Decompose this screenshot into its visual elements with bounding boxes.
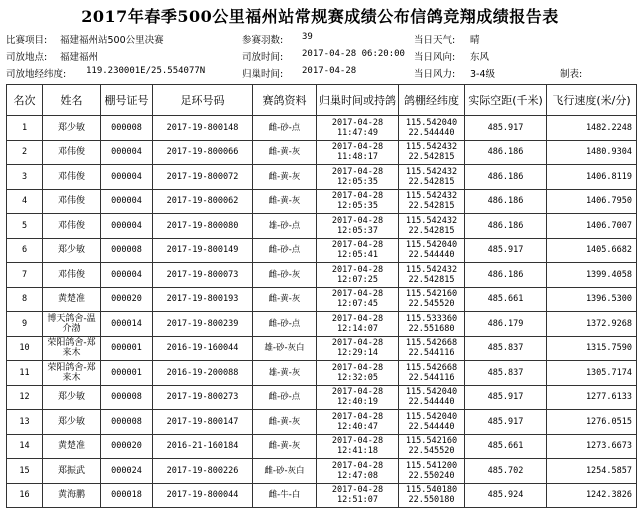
name-cell: 邓伟俊 (43, 263, 101, 288)
time-cell-time: 11:48:17 (337, 152, 378, 163)
col-speed: 飞行速度(米/分) (547, 85, 637, 116)
shed-cell: 000004 (101, 189, 153, 214)
weather-label: 当日天气: (414, 35, 456, 46)
rank-cell: 10 (7, 336, 43, 361)
time-cell-date: 2017-04-28 (331, 362, 384, 373)
shed-cell: 000018 (101, 483, 153, 508)
coord-cell (399, 410, 465, 435)
table-row (7, 287, 637, 312)
name-cell: 邓伟俊 (43, 140, 101, 165)
time-cell-time: 12:05:35 (337, 176, 378, 187)
dist-cell: 485.917 (465, 385, 547, 410)
dist-cell: 485.702 (465, 459, 547, 484)
speed-cell: 1480.9304 (547, 140, 637, 165)
release-place-value: 福建福州 (60, 52, 99, 63)
ring-cell: 2017-19-800072 (153, 165, 253, 190)
time-cell-time: 12:32:05 (337, 372, 378, 383)
return-time-label: 归巢时间: (242, 69, 284, 80)
dist-cell: 486.186 (465, 214, 547, 239)
wind-force-label: 当日风力: (414, 69, 456, 80)
coord-cell-lng: 115.542432 (405, 191, 458, 202)
table-row (7, 434, 637, 459)
ring-cell: 2017-19-800226 (153, 459, 253, 484)
ring-cell: 2017-19-800193 (153, 287, 253, 312)
coord-cell-lat: 22.542815 (408, 201, 455, 212)
speed-cell: 1277.6133 (547, 385, 637, 410)
table-row (7, 483, 637, 508)
time-cell (317, 140, 399, 165)
time-cell-date: 2017-04-28 (331, 142, 384, 153)
table-row (7, 312, 637, 337)
info-cell: 雌-黄-灰 (253, 410, 317, 435)
rank-cell: 2 (7, 140, 43, 165)
dist-cell: 486.179 (465, 312, 547, 337)
entries-value: 39 (302, 32, 313, 42)
coord-cell-lng: 115.540180 (405, 485, 458, 496)
time-cell-time: 12:51:07 (337, 495, 378, 506)
time-cell-date: 2017-04-28 (331, 264, 384, 275)
time-cell (317, 434, 399, 459)
coord-cell-lat: 22.544440 (408, 250, 455, 261)
time-cell-date: 2017-04-28 (331, 485, 384, 496)
time-cell (317, 238, 399, 263)
rank-cell: 8 (7, 287, 43, 312)
time-cell-time: 12:07:25 (337, 274, 378, 285)
name-cell: 邓伟俊 (43, 165, 101, 190)
info-cell: 雄-砂-点 (253, 214, 317, 239)
coord-cell (399, 238, 465, 263)
shed-cell: 000024 (101, 459, 153, 484)
time-cell-date: 2017-04-28 (331, 166, 384, 177)
shed-cell: 000008 (101, 116, 153, 141)
wind-dir-label: 当日风向: (414, 52, 456, 63)
time-cell (317, 189, 399, 214)
table-row (7, 165, 637, 190)
rank-cell: 3 (7, 165, 43, 190)
coord-cell (399, 361, 465, 386)
coord-cell-lng: 115.533360 (405, 313, 458, 324)
info-cell: 雌-黄-灰 (253, 287, 317, 312)
time-cell-time: 12:41:18 (337, 446, 378, 457)
info-cell: 雌-黄-灰 (253, 165, 317, 190)
ring-cell: 2017-19-800273 (153, 385, 253, 410)
rank-cell: 14 (7, 434, 43, 459)
time-cell-date: 2017-04-28 (331, 338, 384, 349)
rank-cell: 6 (7, 238, 43, 263)
rank-cell: 1 (7, 116, 43, 141)
coord-cell-lng: 115.541200 (405, 460, 458, 471)
table-row (7, 238, 637, 263)
col-shed: 棚号证号 (101, 85, 153, 116)
time-cell (317, 312, 399, 337)
info-cell: 雌-黄-灰 (253, 189, 317, 214)
header-row (7, 85, 637, 116)
ring-cell: 2017-19-800080 (153, 214, 253, 239)
coord-cell-lat: 22.544440 (408, 127, 455, 138)
dist-cell: 485.661 (465, 287, 547, 312)
speed-cell: 1273.6673 (547, 434, 637, 459)
coord-cell (399, 483, 465, 508)
col-info: 赛鸽资料 (253, 85, 317, 116)
results-table (6, 84, 637, 508)
info-cell: 雌-牛-白 (253, 483, 317, 508)
time-cell-time: 12:07:45 (337, 299, 378, 310)
dist-cell: 485.917 (465, 238, 547, 263)
coord-cell-lng: 115.542040 (405, 387, 458, 398)
speed-cell: 1406.7007 (547, 214, 637, 239)
time-cell-date: 2017-04-28 (331, 117, 384, 128)
table-row (7, 459, 637, 484)
speed-cell: 1276.0515 (547, 410, 637, 435)
name-cell: 黄楚准 (43, 434, 101, 459)
shed-cell: 000004 (101, 214, 153, 239)
table-row (7, 410, 637, 435)
time-cell-time: 12:05:41 (337, 250, 378, 261)
coord-cell-lat: 22.550240 (408, 470, 455, 481)
coord-cell (399, 336, 465, 361)
coord-cell-lat: 22.550180 (408, 495, 455, 506)
coord-cell-lng: 115.542432 (405, 142, 458, 153)
coord-cell (399, 189, 465, 214)
speed-cell: 1406.7950 (547, 189, 637, 214)
ring-cell: 2017-19-800073 (153, 263, 253, 288)
col-dist: 实际空距(千米) (465, 85, 547, 116)
release-time-label: 司放时间: (242, 52, 284, 63)
name-cell: 黄海鹏 (43, 483, 101, 508)
info-cell: 雌-黄-灰 (253, 140, 317, 165)
shed-cell: 000008 (101, 410, 153, 435)
info-cell: 雌-砂-灰 (253, 263, 317, 288)
ring-cell: 2017-19-800147 (153, 410, 253, 435)
coord-cell-lng: 115.542160 (405, 436, 458, 447)
ring-cell: 2017-19-800239 (153, 312, 253, 337)
coord-cell (399, 434, 465, 459)
coord-cell (399, 140, 465, 165)
dist-cell: 485.924 (465, 483, 547, 508)
coord-cell-lat: 22.544116 (408, 372, 455, 383)
rank-cell: 13 (7, 410, 43, 435)
speed-cell: 1305.7174 (547, 361, 637, 386)
col-time: 归巢时间或持鸽 (317, 85, 399, 116)
time-cell-date: 2017-04-28 (331, 191, 384, 202)
time-cell-time: 12:14:07 (337, 323, 378, 334)
coord-cell-lng: 115.542432 (405, 166, 458, 177)
time-cell-date: 2017-04-28 (331, 436, 384, 447)
speed-cell: 1405.6682 (547, 238, 637, 263)
wind-force-value: 3-4级 (470, 69, 496, 80)
rank-cell: 7 (7, 263, 43, 288)
info-cell: 雌-砂-灰白 (253, 459, 317, 484)
dist-cell: 486.186 (465, 263, 547, 288)
info-cell: 雌-砂-点 (253, 116, 317, 141)
ring-cell: 2017-19-800066 (153, 140, 253, 165)
maker-label: 制表: (560, 69, 583, 80)
ring-cell: 2016-19-200088 (153, 361, 253, 386)
race-info (0, 30, 640, 81)
rank-cell: 4 (7, 189, 43, 214)
rank-cell: 11 (7, 361, 43, 386)
ring-cell: 2016-19-160044 (153, 336, 253, 361)
name-cell: 邓伟俊 (43, 214, 101, 239)
coord-cell-lat: 22.544440 (408, 421, 455, 432)
table-row (7, 263, 637, 288)
name-cell: 郑少敏 (43, 116, 101, 141)
time-cell (317, 459, 399, 484)
coord-cell (399, 116, 465, 141)
time-cell-time: 11:47:49 (337, 127, 378, 138)
name-cell: 邓伟俊 (43, 189, 101, 214)
dist-cell: 486.186 (465, 189, 547, 214)
time-cell-date: 2017-04-28 (331, 460, 384, 471)
ring-cell: 2017-19-800149 (153, 238, 253, 263)
coord-cell-lat: 22.545520 (408, 446, 455, 457)
speed-cell: 1482.2248 (547, 116, 637, 141)
col-coord: 鸽棚经纬度 (399, 85, 465, 116)
time-cell-time: 12:47:08 (337, 470, 378, 481)
coord-cell-lng: 115.542160 (405, 289, 458, 300)
speed-cell: 1242.3826 (547, 483, 637, 508)
time-cell-date: 2017-04-28 (331, 387, 384, 398)
dist-cell: 485.917 (465, 410, 547, 435)
speed-cell: 1372.9268 (547, 312, 637, 337)
rank-cell: 9 (7, 312, 43, 337)
coords-label: 司放地经纬度: (6, 69, 67, 80)
table-row (7, 116, 637, 141)
shed-cell: 000004 (101, 140, 153, 165)
coord-cell (399, 263, 465, 288)
table-row (7, 361, 637, 386)
time-cell (317, 385, 399, 410)
coord-cell-lat: 22.544440 (408, 397, 455, 408)
speed-cell: 1406.8119 (547, 165, 637, 190)
name-cell: 郑少敏 (43, 238, 101, 263)
coord-cell (399, 165, 465, 190)
coord-cell-lat: 22.551680 (408, 323, 455, 334)
name-cell: 郑少敏 (43, 385, 101, 410)
info-cell: 雌-黄-灰 (253, 434, 317, 459)
release-time-value: 2017-04-28 06:20:00 (302, 49, 405, 59)
name-cell: 郑少敏 (43, 410, 101, 435)
speed-cell: 1399.4058 (547, 263, 637, 288)
rank-cell: 5 (7, 214, 43, 239)
time-cell-date: 2017-04-28 (331, 313, 384, 324)
time-cell (317, 410, 399, 435)
time-cell (317, 263, 399, 288)
coord-cell (399, 385, 465, 410)
dist-cell: 485.837 (465, 361, 547, 386)
weather-value: 晴 (470, 35, 480, 46)
dist-cell: 486.186 (465, 140, 547, 165)
coords-value: 119.230001E/25.554077N (86, 66, 206, 76)
time-cell-date: 2017-04-28 (331, 215, 384, 226)
event-value: 福建福州站500公里决赛 (60, 35, 164, 46)
table-row (7, 140, 637, 165)
col-ring: 足环号码 (153, 85, 253, 116)
coord-cell-lng: 115.542040 (405, 240, 458, 251)
table-row (7, 385, 637, 410)
coord-cell-lng: 115.542040 (405, 411, 458, 422)
ring-cell: 2017-19-800062 (153, 189, 253, 214)
time-cell (317, 287, 399, 312)
ring-cell: 2016-21-160184 (153, 434, 253, 459)
rank-cell: 12 (7, 385, 43, 410)
info-cell: 雌-砂-点 (253, 385, 317, 410)
time-cell-time: 12:29:14 (337, 348, 378, 359)
shed-cell: 000008 (101, 238, 153, 263)
coord-cell (399, 312, 465, 337)
time-cell (317, 116, 399, 141)
ring-cell: 2017-19-800044 (153, 483, 253, 508)
wind-dir-value: 东风 (470, 52, 490, 63)
info-cell: 雄-砂-灰白 (253, 336, 317, 361)
coord-cell (399, 459, 465, 484)
coord-cell-lng: 115.542668 (405, 338, 458, 349)
coord-cell-lat: 22.542815 (408, 176, 455, 187)
shed-cell: 000001 (101, 361, 153, 386)
coord-cell-lng: 115.542668 (405, 362, 458, 373)
coord-cell-lat: 22.545520 (408, 299, 455, 310)
time-cell-date: 2017-04-28 (331, 289, 384, 300)
name-cell: 荣阳鸽舍-郑来木 (43, 361, 101, 386)
report-title: 2017年春季500公里福州站常规赛成绩公布信鸽竞翔成绩报告表 (81, 7, 559, 26)
time-cell-date: 2017-04-28 (331, 411, 384, 422)
time-cell (317, 336, 399, 361)
shed-cell: 000004 (101, 263, 153, 288)
info-cell: 雄-黄-灰 (253, 361, 317, 386)
time-cell-time: 12:05:37 (337, 225, 378, 236)
rank-cell: 15 (7, 459, 43, 484)
speed-cell: 1254.5857 (547, 459, 637, 484)
event-label: 比赛项目: (6, 35, 48, 46)
dist-cell: 485.661 (465, 434, 547, 459)
dist-cell: 485.837 (465, 336, 547, 361)
time-cell (317, 214, 399, 239)
dist-cell: 486.186 (465, 165, 547, 190)
shed-cell: 000020 (101, 287, 153, 312)
coord-cell (399, 287, 465, 312)
time-cell (317, 483, 399, 508)
time-cell (317, 361, 399, 386)
name-cell: 郑振武 (43, 459, 101, 484)
shed-cell: 000004 (101, 165, 153, 190)
name-cell: 黄楚准 (43, 287, 101, 312)
speed-cell: 1315.7590 (547, 336, 637, 361)
time-cell (317, 165, 399, 190)
col-rank: 名次 (7, 85, 43, 116)
info-cell: 雌-砂-点 (253, 312, 317, 337)
return-time-value: 2017-04-28 (302, 66, 357, 76)
dist-cell: 485.917 (465, 116, 547, 141)
coord-cell (399, 214, 465, 239)
coord-cell-lat: 22.542815 (408, 152, 455, 163)
time-cell-time: 12:40:47 (337, 421, 378, 432)
shed-cell: 000020 (101, 434, 153, 459)
coord-cell-lat: 22.542815 (408, 225, 455, 236)
table-row (7, 189, 637, 214)
ring-cell: 2017-19-800148 (153, 116, 253, 141)
coord-cell-lng: 115.542432 (405, 264, 458, 275)
speed-cell: 1396.5300 (547, 287, 637, 312)
release-place-label: 司放地点: (6, 52, 48, 63)
time-cell-date: 2017-04-28 (331, 240, 384, 251)
time-cell-time: 12:05:35 (337, 201, 378, 212)
coord-cell-lng: 115.542040 (405, 117, 458, 128)
coord-cell-lat: 22.542815 (408, 274, 455, 285)
shed-cell: 000001 (101, 336, 153, 361)
coord-cell-lng: 115.542432 (405, 215, 458, 226)
table-row (7, 214, 637, 239)
info-cell: 雌-砂-点 (253, 238, 317, 263)
time-cell-time: 12:40:19 (337, 397, 378, 408)
coord-cell-lat: 22.544116 (408, 348, 455, 359)
name-cell: 博天鸽舍-温介渤 (43, 312, 101, 337)
entries-label: 参赛羽数: (242, 35, 284, 46)
table-row (7, 336, 637, 361)
name-cell: 荣阳鸽舍-郑来木 (43, 336, 101, 361)
shed-cell: 000014 (101, 312, 153, 337)
rank-cell: 16 (7, 483, 43, 508)
col-name: 姓名 (43, 85, 101, 116)
shed-cell: 000008 (101, 385, 153, 410)
